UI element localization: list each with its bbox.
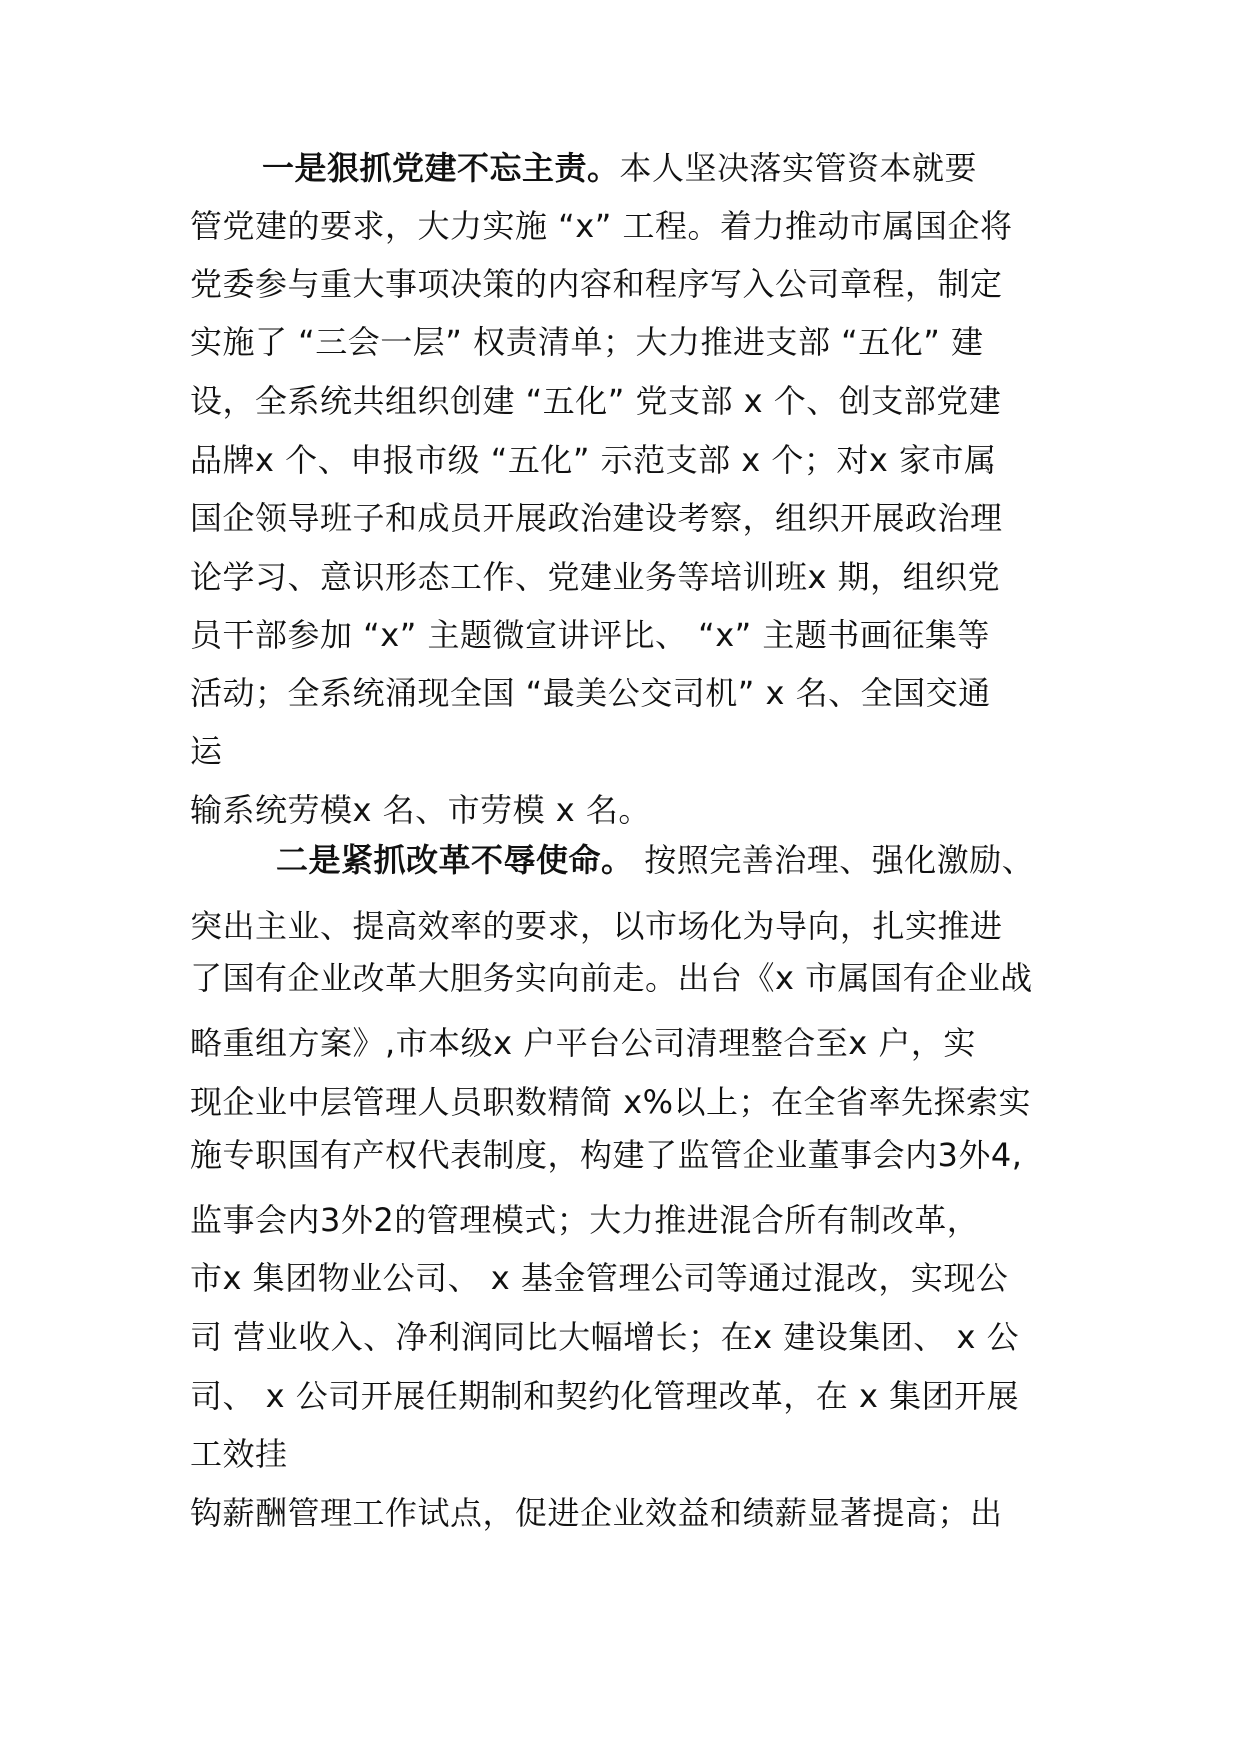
- paragraph-2-line-text: 按照完善治理、强化激励、: [633, 841, 1035, 879]
- paragraph-2-line: 司 营业收入、净利润同比大幅增长；在x 建设集团、 x 公: [190, 1318, 1020, 1356]
- paragraph-1-heading: 一是狠抓党建不忘主责。: [262, 149, 620, 187]
- paragraph-1-line-text: 本人坚决落实管资本就要: [619, 149, 978, 187]
- paragraph-2-line: 突出主业、提高效率的要求，以市场化为导向，扎实推进: [190, 907, 1003, 945]
- paragraph-2-line: 略重组方案》,市本级x 户平台公司清理整合至x 户，实: [190, 1024, 976, 1062]
- paragraph-1-line: 运: [190, 732, 223, 770]
- paragraph-1-line: 国企领导班子和成员开展政治建设考察，组织开展政治理: [190, 499, 1003, 537]
- paragraph-2-line: 施专职国有产权代表制度，构建了监管企业董事会内3外4,: [190, 1136, 1023, 1174]
- paragraph-1-line: 设，全系统共组织创建 “五化” 党支部 x 个、创支部党建: [190, 382, 1002, 420]
- paragraph-1-first-line: [262, 148, 977, 188]
- paragraph-2-line: 钩薪酬管理工作试点，促进企业效益和绩薪显著提高；出: [190, 1494, 1003, 1532]
- paragraph-1-line: 活动；全系统涌现全国 “最美公交司机” x 名、全国交通: [190, 674, 991, 712]
- paragraph-2-first-line: [276, 840, 1034, 880]
- paragraph-1-line: 员干部参加 “x” 主题微宣讲评比、 “x” 主题书画征集等: [190, 616, 990, 654]
- paragraph-2-line: 市x 集团物业公司、 x 基金管理公司等通过混改，实现公: [190, 1259, 1009, 1297]
- paragraph-2-line: 工效挂: [190, 1435, 288, 1473]
- paragraph-1-line: 实施了 “三会一层” 权责清单；大力推进支部 “五化” 建: [190, 323, 984, 361]
- paragraph-2-line: 现企业中层管理人员职数精简 x%以上；在全省率先探索实: [190, 1083, 1032, 1121]
- paragraph-1-line: 输系统劳模x 名、市劳模 x 名。: [190, 791, 651, 829]
- paragraph-2-heading: 二是紧抓改革不辱使命。: [276, 841, 634, 879]
- paragraph-1-line: 品牌x 个、申报市级 “五化” 示范支部 x 个；对x 家市属: [190, 441, 997, 479]
- paragraph-2-line: 监事会内3外2的管理模式；大力推进混合所有制改革，: [190, 1201, 980, 1239]
- paragraph-2-line: 了国有企业改革大胆务实向前走。出台《x 市属国有企业战: [190, 959, 1033, 997]
- paragraph-1-line: 党委参与重大事项决策的内容和程序写入公司章程，制定: [190, 265, 1003, 303]
- paragraph-1-line: 管党建的要求，大力实施 “x” 工程。着力推动市属国企将: [190, 207, 1013, 245]
- paragraph-1-line: 论学习、意识形态工作、党建业务等培训班x 期，组织党: [190, 558, 1001, 596]
- paragraph-2-line: 司、 x 公司开展任期制和契约化管理改革，在 x 集团开展: [190, 1377, 1020, 1415]
